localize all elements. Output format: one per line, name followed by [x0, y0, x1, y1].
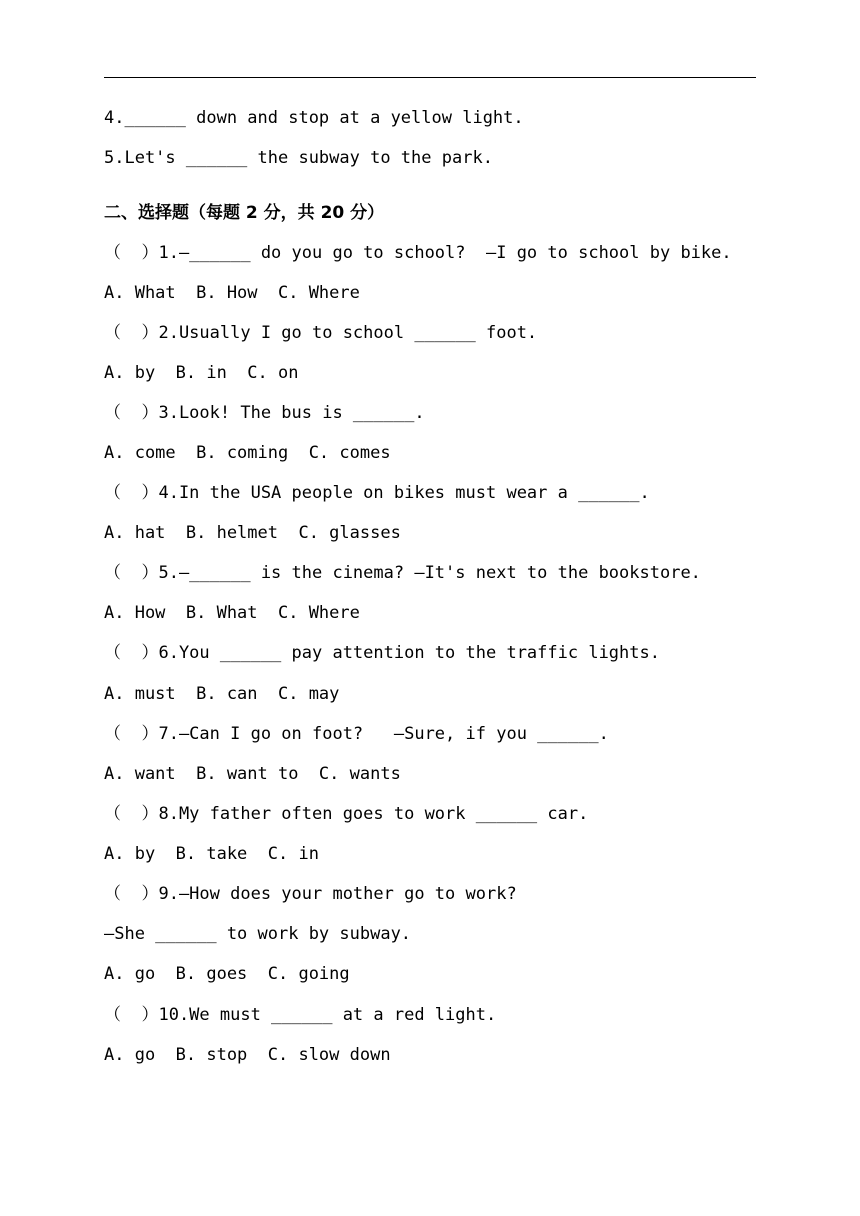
options-8: A. by B. take C. in	[104, 844, 319, 864]
question-3: （ ）3.Look! The bus is ______.	[104, 403, 425, 423]
question-7: （ ）7.—Can I go on foot? —Sure, if you ______.	[104, 724, 609, 744]
options-9: A. go B. goes C. going	[104, 964, 350, 984]
section-heading: 二、选择题（每题 2 分，共 20 分）	[104, 203, 385, 223]
options-2: A. by B. in C. on	[104, 363, 299, 383]
question-line-4: 4.______ down and stop at a yellow light.	[104, 108, 524, 128]
question-10: （ ）10.We must ______ at a red light.	[104, 1005, 497, 1025]
question-line-5: 5.Let's ______ the subway to the park.	[104, 148, 493, 168]
question-2: （ ）2.Usually I go to school ______ foot.	[104, 323, 538, 343]
question-9: （ ）9.—How does your mother go to work?	[104, 884, 517, 904]
question-6: （ ）6.You ______ pay attention to the traffic lights.	[104, 643, 660, 663]
options-6: A. must B. can C. may	[104, 684, 340, 704]
question-5: （ ）5.—______ is the cinema? —It's next to the bookstore.	[104, 563, 701, 583]
options-3: A. come B. coming C. comes	[104, 443, 391, 463]
question-4: （ ）4.In the USA people on bikes must wear a ______.	[104, 483, 650, 503]
options-1: A. What B. How C. Where	[104, 283, 360, 303]
options-4: A. hat B. helmet C. glasses	[104, 523, 401, 543]
options-5: A. How B. What C. Where	[104, 603, 360, 623]
question-8: （ ）8.My father often goes to work ______ car.	[104, 804, 589, 824]
header-rule	[104, 77, 756, 78]
options-7: A. want B. want to C. wants	[104, 764, 401, 784]
question-9-answer-line: —She ______ to work by subway.	[104, 924, 412, 944]
question-1: （ ）1.—______ do you go to school? —I go to school by bike.	[104, 243, 732, 263]
options-10: A. go B. stop C. slow down	[104, 1045, 391, 1065]
